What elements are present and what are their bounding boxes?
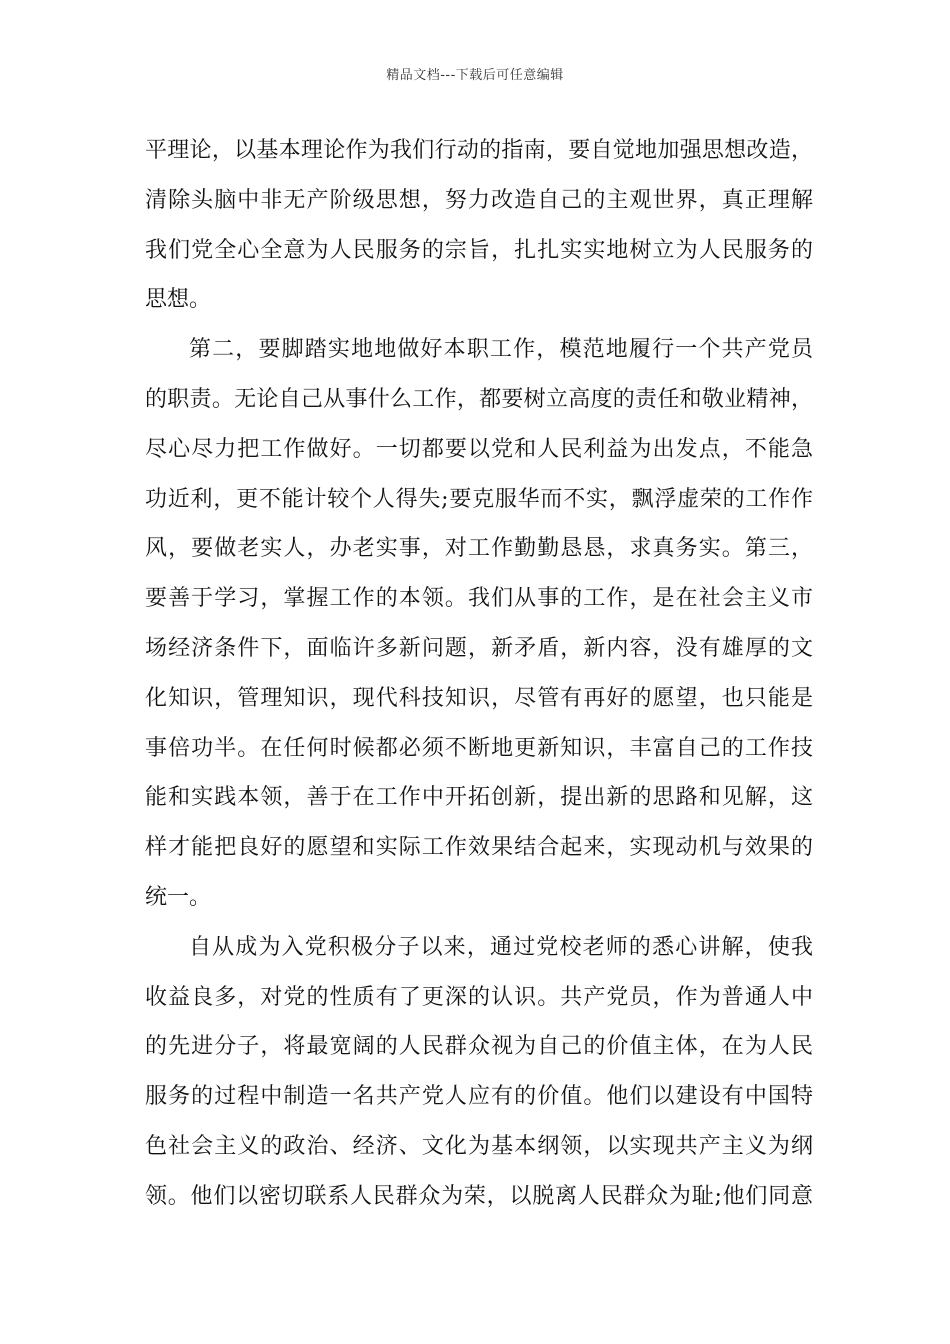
text-line: 事倍功半。在任何时候都必须不断地更新知识，丰富自己的工作技 (145, 735, 813, 761)
text-line: 样才能把良好的愿望和实际工作效果结合起来，实现动机与效果的 (145, 835, 813, 861)
page-header: 精品文档---下载后可任意编辑 (386, 68, 564, 83)
text-line: 尽心尽力把工作做好。一切都要以党和人民利益为出发点，不能急 (145, 436, 813, 462)
text-line: 功近利，更不能计较个人得失;要克服华而不实，飘浮虚荣的工作作 (145, 486, 813, 512)
text-line: 能和实践本领，善于在工作中开拓创新，提出新的思路和见解，这 (145, 785, 813, 811)
text-line: 场经济条件下，面临许多新问题，新矛盾，新内容，没有雄厚的文 (145, 635, 813, 661)
text-line: 收益良多，对党的性质有了更深的认识。共产党员，作为普通人中 (145, 984, 813, 1010)
text-line: 平理论，以基本理论作为我们行动的指南，要自觉地加强思想改造， (145, 138, 813, 163)
text-line: 的职责。无论自己从事什么工作，都要树立高度的责任和敬业精神， (145, 386, 813, 412)
document-body (145, 126, 813, 1222)
text-line: 第二，要脚踏实地地做好本职工作，模范地履行一个共产党员 (189, 337, 813, 363)
text-line: 要善于学习，掌握工作的本领。我们从事的工作，是在社会主义市 (145, 586, 813, 612)
text-line: 的先进分子，将最宽阔的人民群众视为自己的价值主体，在为人民 (145, 1034, 813, 1060)
text-line: 思想。 (145, 287, 212, 313)
text-line: 统一。 (145, 884, 212, 910)
text-line: 领。他们以密切联系人民群众为荣，以脱离人民群众为耻;他们同意 (145, 1183, 813, 1209)
text-line: 自从成为入党积极分子以来，通过党校老师的悉心讲解，使我 (189, 934, 813, 960)
text-line: 风，要做老实人，办老实事，对工作勤勤恳恳，求真务实。第三， (145, 536, 813, 562)
text-line: 服务的过程中制造一名共产党人应有的价值。他们以建设有中国特 (145, 1084, 813, 1110)
text-line: 我们党全心全意为人民服务的宗旨，扎扎实实地树立为人民服务的 (145, 237, 813, 263)
text-line: 色社会主义的政治、经济、文化为基本纲领，以实现共产主义为纲 (145, 1133, 813, 1159)
text-line: 化知识，管理知识，现代科技知识，尽管有再好的愿望，也只能是 (145, 685, 813, 711)
text-line: 清除头脑中非无产阶级思想，努力改造自己的主观世界，真正理解 (145, 187, 813, 213)
